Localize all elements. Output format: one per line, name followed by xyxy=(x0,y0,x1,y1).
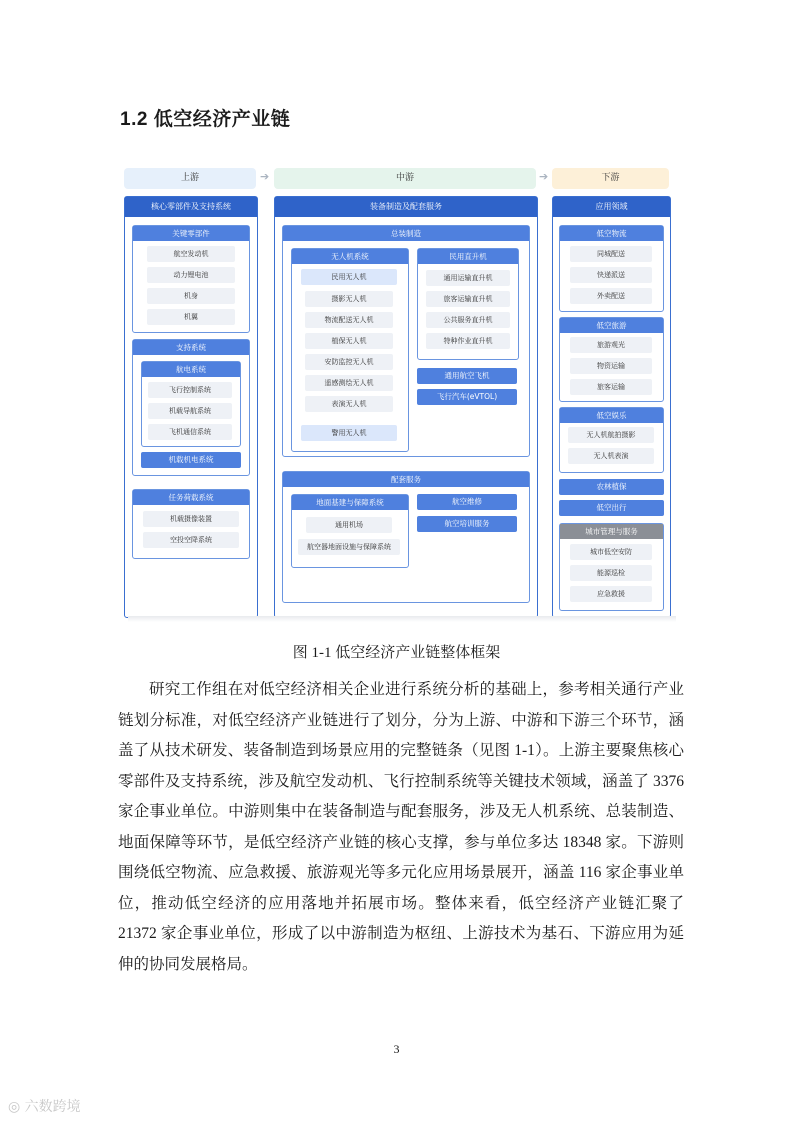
list-item: 机载摄像装置 xyxy=(143,511,239,527)
watermark-text: 六数跨境 xyxy=(24,1099,81,1115)
assembly-box xyxy=(282,225,530,457)
list-item: 航空发动机 xyxy=(147,246,235,262)
midstream-column xyxy=(274,196,538,618)
airborne-electric-system: 机载机电系统 xyxy=(141,452,241,468)
list-item: 旅客运输直升机 xyxy=(426,291,510,307)
list-item: 能源巡检 xyxy=(570,565,652,581)
watermark xyxy=(8,1096,81,1116)
list-item: 民用无人机 xyxy=(301,269,397,285)
tourism-title: 低空旅游 xyxy=(560,318,663,333)
evtol: 飞行汽车(eVTOL) xyxy=(417,389,517,405)
city-management-box xyxy=(559,523,664,611)
list-item: 遥感测绘无人机 xyxy=(305,375,393,391)
list-item: 飞行控制系统 xyxy=(148,382,232,398)
avionics-title: 航电系统 xyxy=(142,362,240,377)
support-system-box xyxy=(132,339,250,476)
logistics-title: 低空物流 xyxy=(560,226,663,241)
industry-chain-diagram xyxy=(118,162,678,624)
list-item: 同城配送 xyxy=(570,246,652,262)
upstream-column xyxy=(124,196,258,618)
body-paragraph: 研究工作组在对低空经济相关企业进行系统分析的基础上，参考相关通行产业链划分标准，对低空经济产业链进行了划分，分为上游、中游和下游三个环节，涵盖了从技术研发、装备制造到场景应用的完整链条（见图 1-1）。上游主要聚焦核心零部件及支持系统，涉及航空发动机、飞行控制系统等关键技术领域，涵盖了 3376 家企事业单位。中游则集中在装备制造与配套服务，涉及无人机系统、总装制造、地面保障等环节，是低空经济产业链的核心支撑，参与单位多达 18348 家。下游则围绕低空物流、应急救援、旅游观光等多元化应用场景展开，涵盖 116 家企事业单位，推动低空经济的应用落地并拓展市场。整体来看，低空经济产业链汇聚了 21372 家企事业单位，形成了以中游制造为枢纽、上游技术为基石、下游应用为延伸的协同发展格局。 xyxy=(118,681,684,973)
logistics-box xyxy=(559,225,664,312)
list-item: 安防监控无人机 xyxy=(305,354,393,370)
aviation-training: 航空培训服务 xyxy=(417,516,517,532)
list-item: 旅客运输 xyxy=(570,379,652,395)
agri-plant-protection: 农林植保 xyxy=(559,479,664,495)
aviation-maintenance: 航空维修 xyxy=(417,494,517,510)
downstream-column xyxy=(552,196,671,618)
list-item: 城市低空安防 xyxy=(570,544,652,560)
page-number: 3 xyxy=(393,1042,400,1056)
low-altitude-travel: 低空出行 xyxy=(559,500,664,516)
entertainment-box xyxy=(559,407,664,473)
list-item: 植保无人机 xyxy=(305,333,393,349)
arrow-right-icon: ➔ xyxy=(539,170,549,183)
city-management-title: 城市管理与服务 xyxy=(560,524,663,539)
list-item: 特种作业直升机 xyxy=(426,333,510,349)
tourism-box xyxy=(559,317,664,402)
support-services-title: 配套服务 xyxy=(283,472,529,487)
list-item: 快递派送 xyxy=(570,267,652,283)
list-item: 机载导航系统 xyxy=(148,403,232,419)
list-item: 飞机通信系统 xyxy=(148,424,232,440)
list-item: 动力锂电池 xyxy=(147,267,235,283)
list-item: 通用机场 xyxy=(306,517,392,533)
general-aircraft: 通用航空飞机 xyxy=(417,368,517,384)
key-parts-box xyxy=(132,225,250,333)
avionics-box xyxy=(141,361,241,447)
list-item: 机身 xyxy=(147,288,235,304)
stage-upstream: 上游 xyxy=(124,168,256,189)
list-item: 空投空降系统 xyxy=(143,532,239,548)
list-item: 警用无人机 xyxy=(301,425,397,441)
list-item: 通用运输直升机 xyxy=(426,270,510,286)
diagram-shadow xyxy=(128,616,676,622)
list-item: 摄影无人机 xyxy=(305,291,393,307)
list-item: 无人机表演 xyxy=(568,448,654,464)
arrow-right-icon: ➔ xyxy=(260,170,270,183)
mission-payload-title: 任务荷载系统 xyxy=(133,490,249,505)
civil-helicopter-box xyxy=(417,248,519,360)
list-item: 表演无人机 xyxy=(305,396,393,412)
list-item: 机翼 xyxy=(147,309,235,325)
civil-helicopter-title: 民用直升机 xyxy=(418,249,518,264)
figure-caption: 图 1-1 低空经济产业链整体框架 xyxy=(292,645,501,661)
assembly-title: 总装制造 xyxy=(283,226,529,241)
list-item: 物资运输 xyxy=(570,358,652,374)
downstream-title: 应用领域 xyxy=(553,197,670,217)
list-item: 物流配送无人机 xyxy=(305,312,393,328)
support-services-box xyxy=(282,471,530,603)
stage-midstream: 中游 xyxy=(274,168,536,189)
list-item: 公共服务直升机 xyxy=(426,312,510,328)
stage-downstream: 下游 xyxy=(552,168,669,189)
entertainment-title: 低空娱乐 xyxy=(560,408,663,423)
section-title: 1.2 低空经济产业链 xyxy=(120,109,291,130)
watermark-logo-icon: ◎ xyxy=(8,1099,25,1115)
ground-infra-title: 地面基建与保障系统 xyxy=(292,495,408,510)
key-parts-title: 关键零部件 xyxy=(133,226,249,241)
support-system-title: 支持系统 xyxy=(133,340,249,355)
list-item: 航空器地面设施与保障系统 xyxy=(298,539,400,555)
list-item: 旅游观光 xyxy=(570,337,652,353)
uav-system-box xyxy=(291,248,409,452)
mission-payload-box xyxy=(132,489,250,559)
list-item: 外卖配送 xyxy=(570,288,652,304)
upstream-title: 核心零部件及支持系统 xyxy=(125,197,257,217)
uav-system-title: 无人机系统 xyxy=(292,249,408,264)
list-item: 无人机航拍摄影 xyxy=(568,427,654,443)
ground-infra-box xyxy=(291,494,409,568)
midstream-title: 装备制造及配套服务 xyxy=(275,197,537,217)
list-item: 应急救援 xyxy=(570,586,652,602)
